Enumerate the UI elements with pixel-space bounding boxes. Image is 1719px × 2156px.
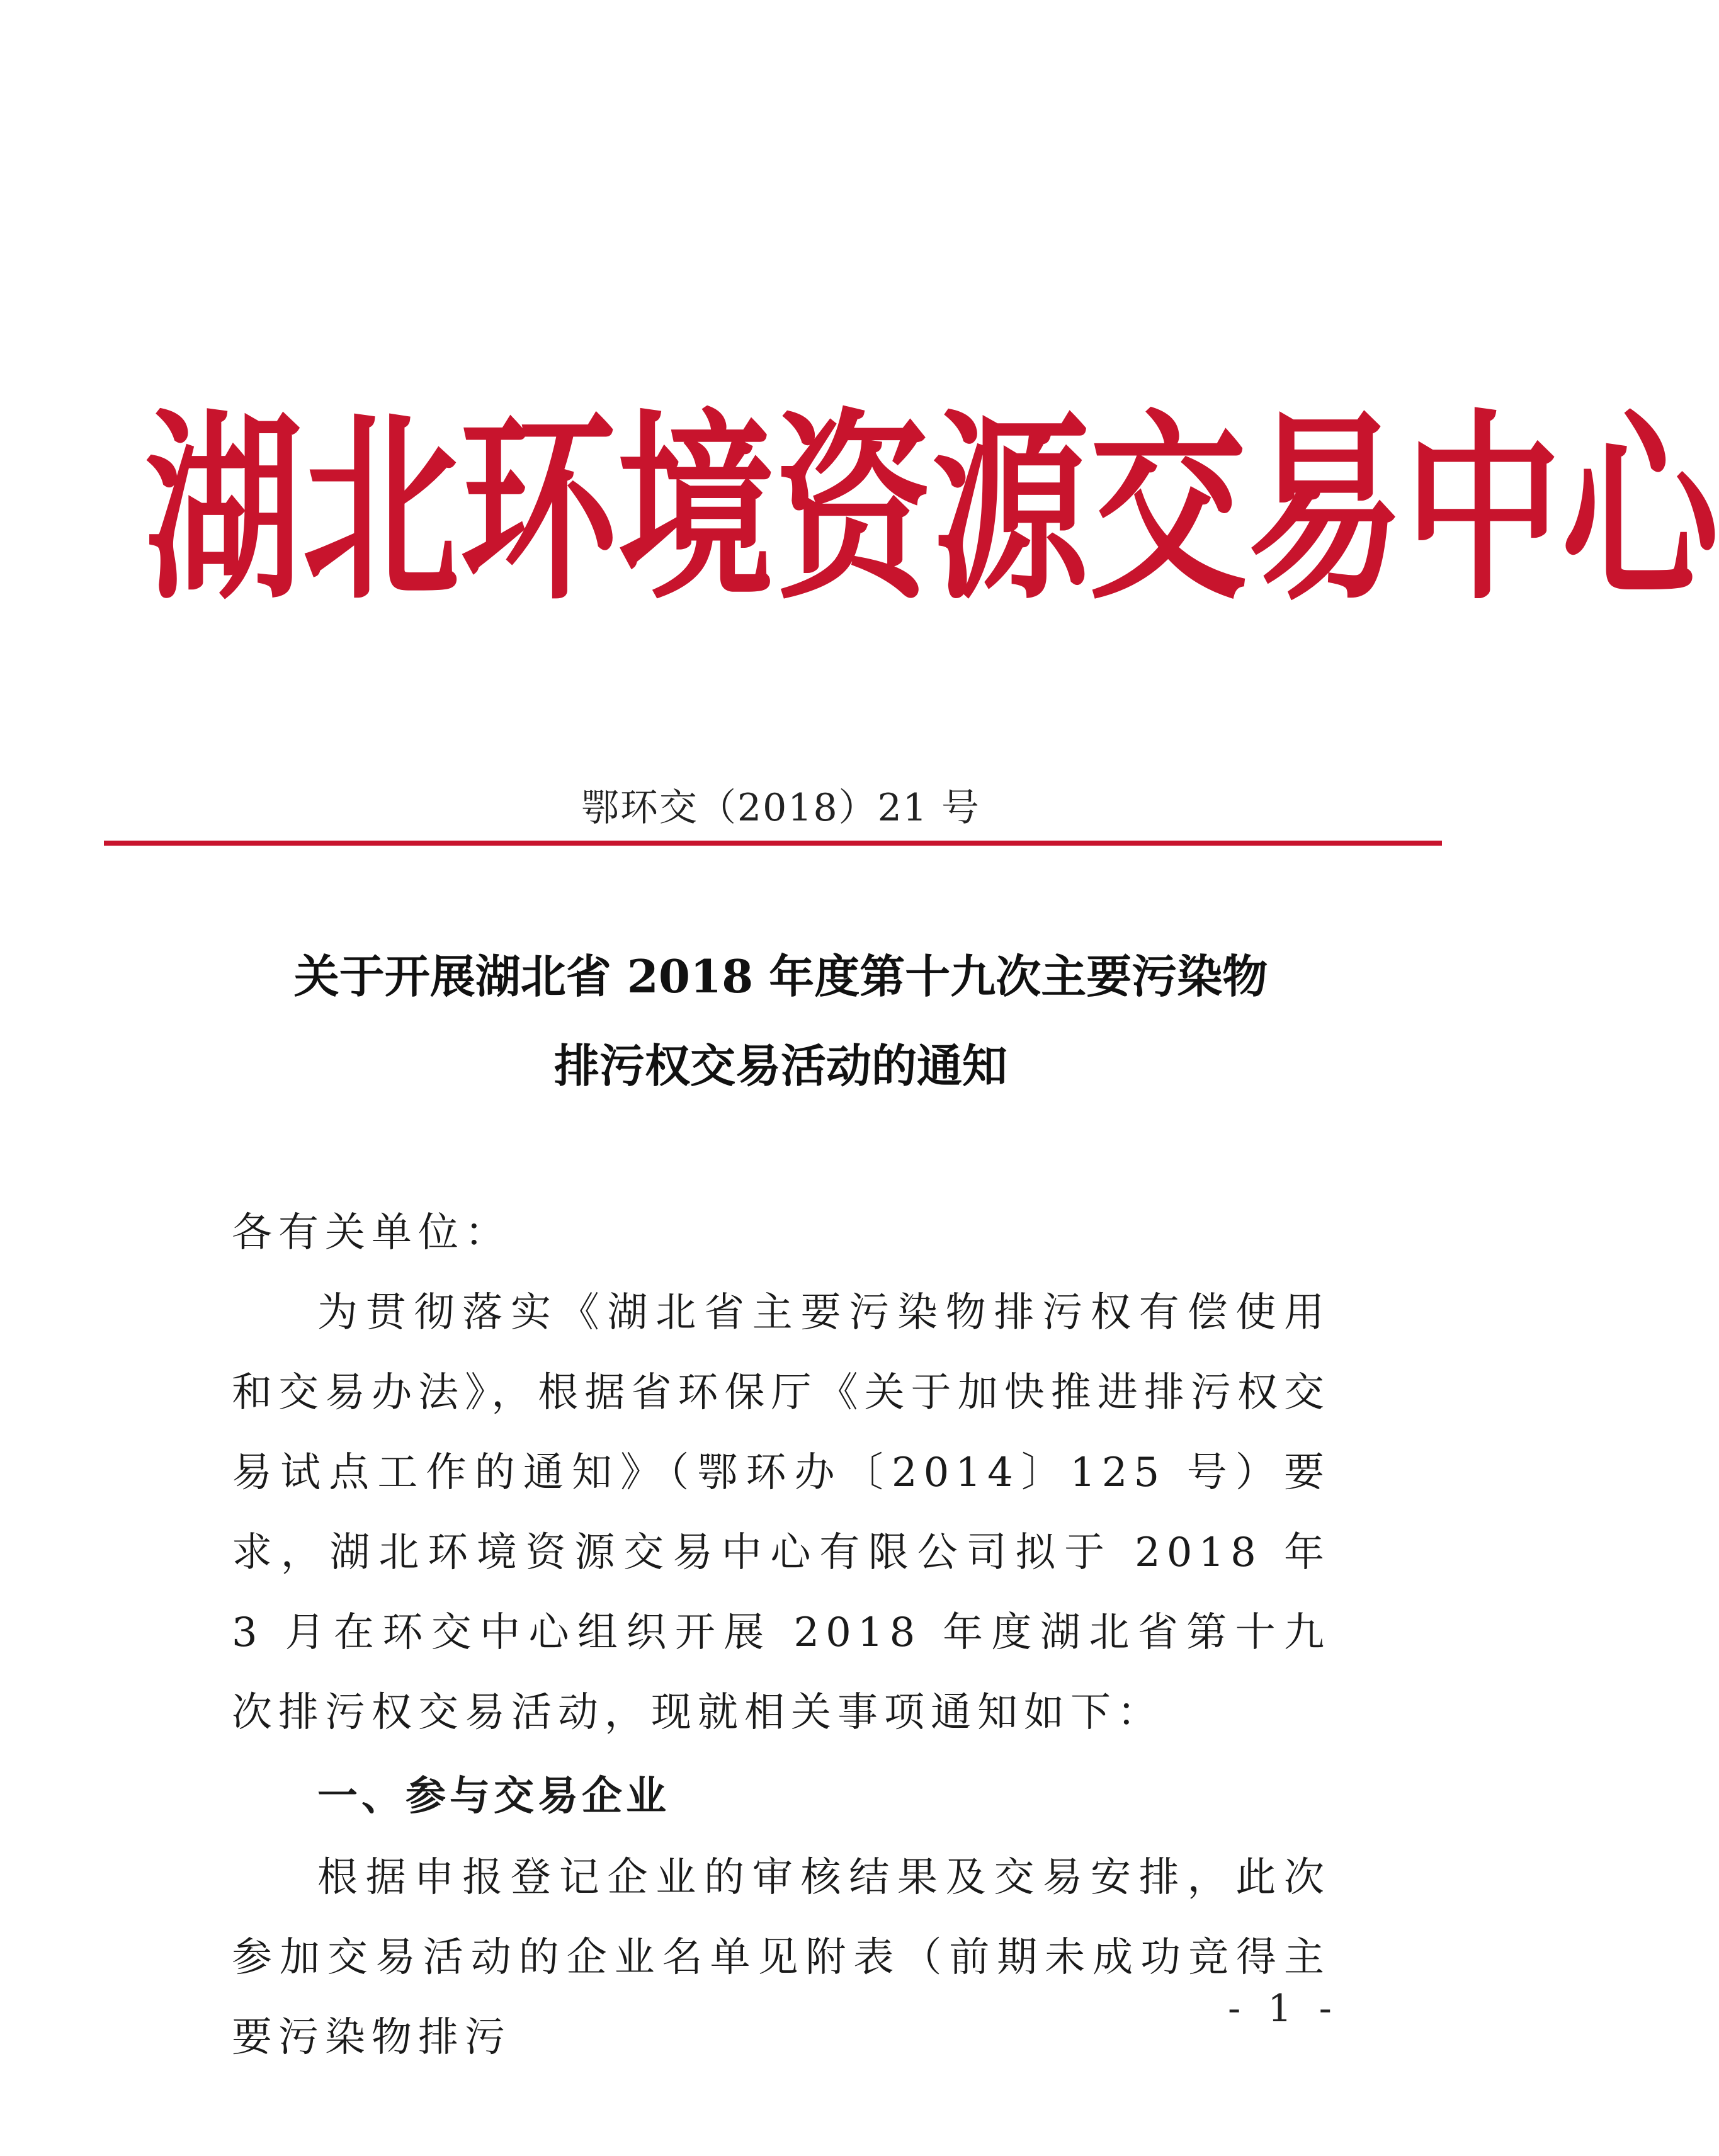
red-divider-line [104,841,1442,846]
masthead-char: 中 [1404,392,1562,627]
masthead-char: 北 [302,392,460,627]
page-number: - 1 - [1228,1987,1339,2031]
body-paragraph-2: 根据申报登记企业的审核结果及交易安排，此次参加交易活动的企业名单见附表（前期未成功竞得主要污染物排污 [232,1854,1330,2061]
document-number: 鄂环交（2018）21 号 [581,786,981,830]
document-body [232,1193,1330,2078]
title-line-2: 排污权交易活动的通知 [553,1039,1007,1092]
masthead-char: 资 [774,392,932,627]
masthead-char: 交 [1089,392,1247,627]
title-line-1: 关于开展湖北省 2018 年度第十九次主要污染物 [293,950,1268,1003]
salutation: 各有关单位： [232,1210,511,1256]
section-heading-1: 一、参与交易企业 [317,1773,670,1820]
masthead-char: 湖 [145,392,302,627]
masthead [145,390,1719,630]
document-title [0,932,1562,1111]
masthead-char: 心 [1562,392,1719,627]
masthead-char: 环 [460,392,617,627]
masthead-char: 境 [617,392,774,627]
body-paragraph-1: 为贯彻落实《湖北省主要污染物排污权有偿使用和交易办法》，根据省环保厅《关于加快推进排污权交易试点工作的通知》（鄂环办〔2014〕125 号）要求，湖北环境资源交易中心有限公司拟于 2018 年 3 月在环交中心组织开展 2018 年度湖北省第十九次排污权交易活动，现就相关事项通知如下： [232,1290,1330,1736]
masthead-char: 源 [932,392,1089,627]
masthead-char: 易 [1247,392,1404,627]
